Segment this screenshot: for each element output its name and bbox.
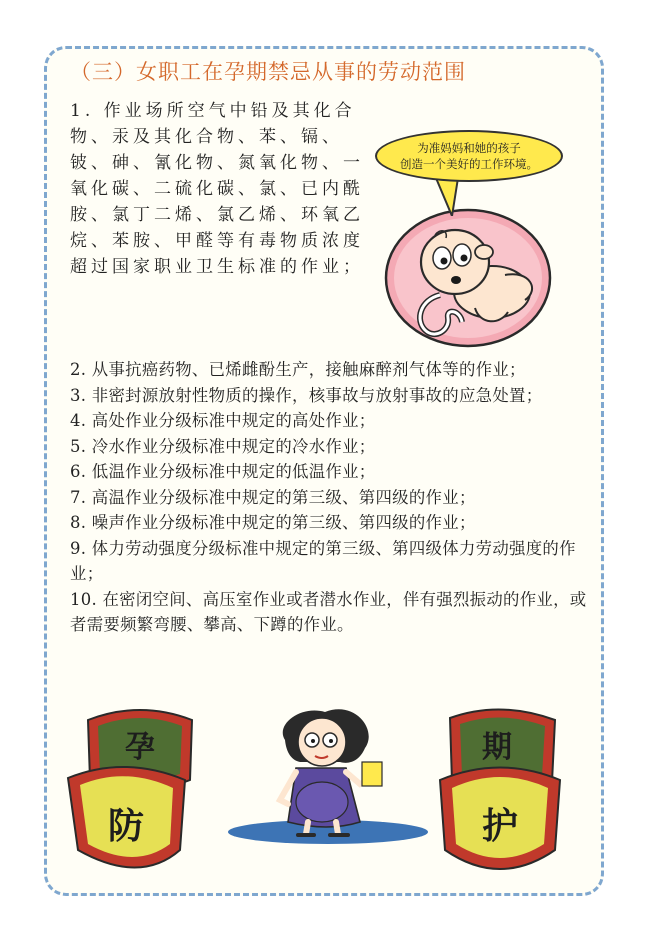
item-1-toxic-substances: 1. 作业场所空气中铅及其化合物、汞及其化合物、苯、镉、铍、砷、氰化物、氮氧化物、一氧化碳、二硫化碳、氯、已内酰胺、氯丁二烯、氯乙烯、环氧乙烷、苯胺、甲醛等有毒物质浓度超过国家职业卫生标准的作业； [70,101,364,277]
shield-label-top-right: 期 [482,730,512,765]
list-item: 8. 噪声作业分级标准中规定的第三级、第四级的作业； [70,513,476,532]
list-item: 4. 高处作业分级标准中规定的高处作业； [70,411,376,430]
shield-label-top-left: 孕 [125,730,155,765]
list-item: 6. 低温作业分级标准中规定的低温作业； [70,462,376,481]
list-item: 5. 冷水作业分级标准中规定的冷水作业； [70,436,376,456]
list-item: 2. 从事抗癌药物、已烯雌酚生产，接触麻醉剂气体等的作业； [70,360,526,379]
section-heading: （三）女职工在孕期禁忌从事的劳动范围 [70,60,466,84]
list-item: 9. 体力劳动强度分级标准中规定的第三级、第四级体力劳动强度的作业； [70,538,576,583]
baby-in-womb-illustration [380,200,555,350]
speech-bubble-tail [430,176,470,216]
list-item: 3. 非密封源放射性物质的操作，核事故与放射事故的应急处置； [70,385,543,405]
shield-label-bottom-right: 护 [482,805,519,847]
list-item: 7. 高温作业分级标准中规定的第三级、第四级的作业； [70,487,476,507]
restricted-work-list [70,357,590,638]
bubble-line-2: 创造一个美好的工作环境。 [400,157,538,171]
speech-bubble [375,130,563,182]
shield-label-bottom-left: 防 [108,805,145,847]
pregnant-woman-icon [280,709,382,835]
list-item: 10. 在密闭空间、高压室作业或者潜水作业，伴有强烈振动的作业，或者需要频繁弯腰、攀高、下蹲的作业。 [70,589,587,634]
bubble-line-1: 为准妈妈和她的孩子 [417,141,521,155]
